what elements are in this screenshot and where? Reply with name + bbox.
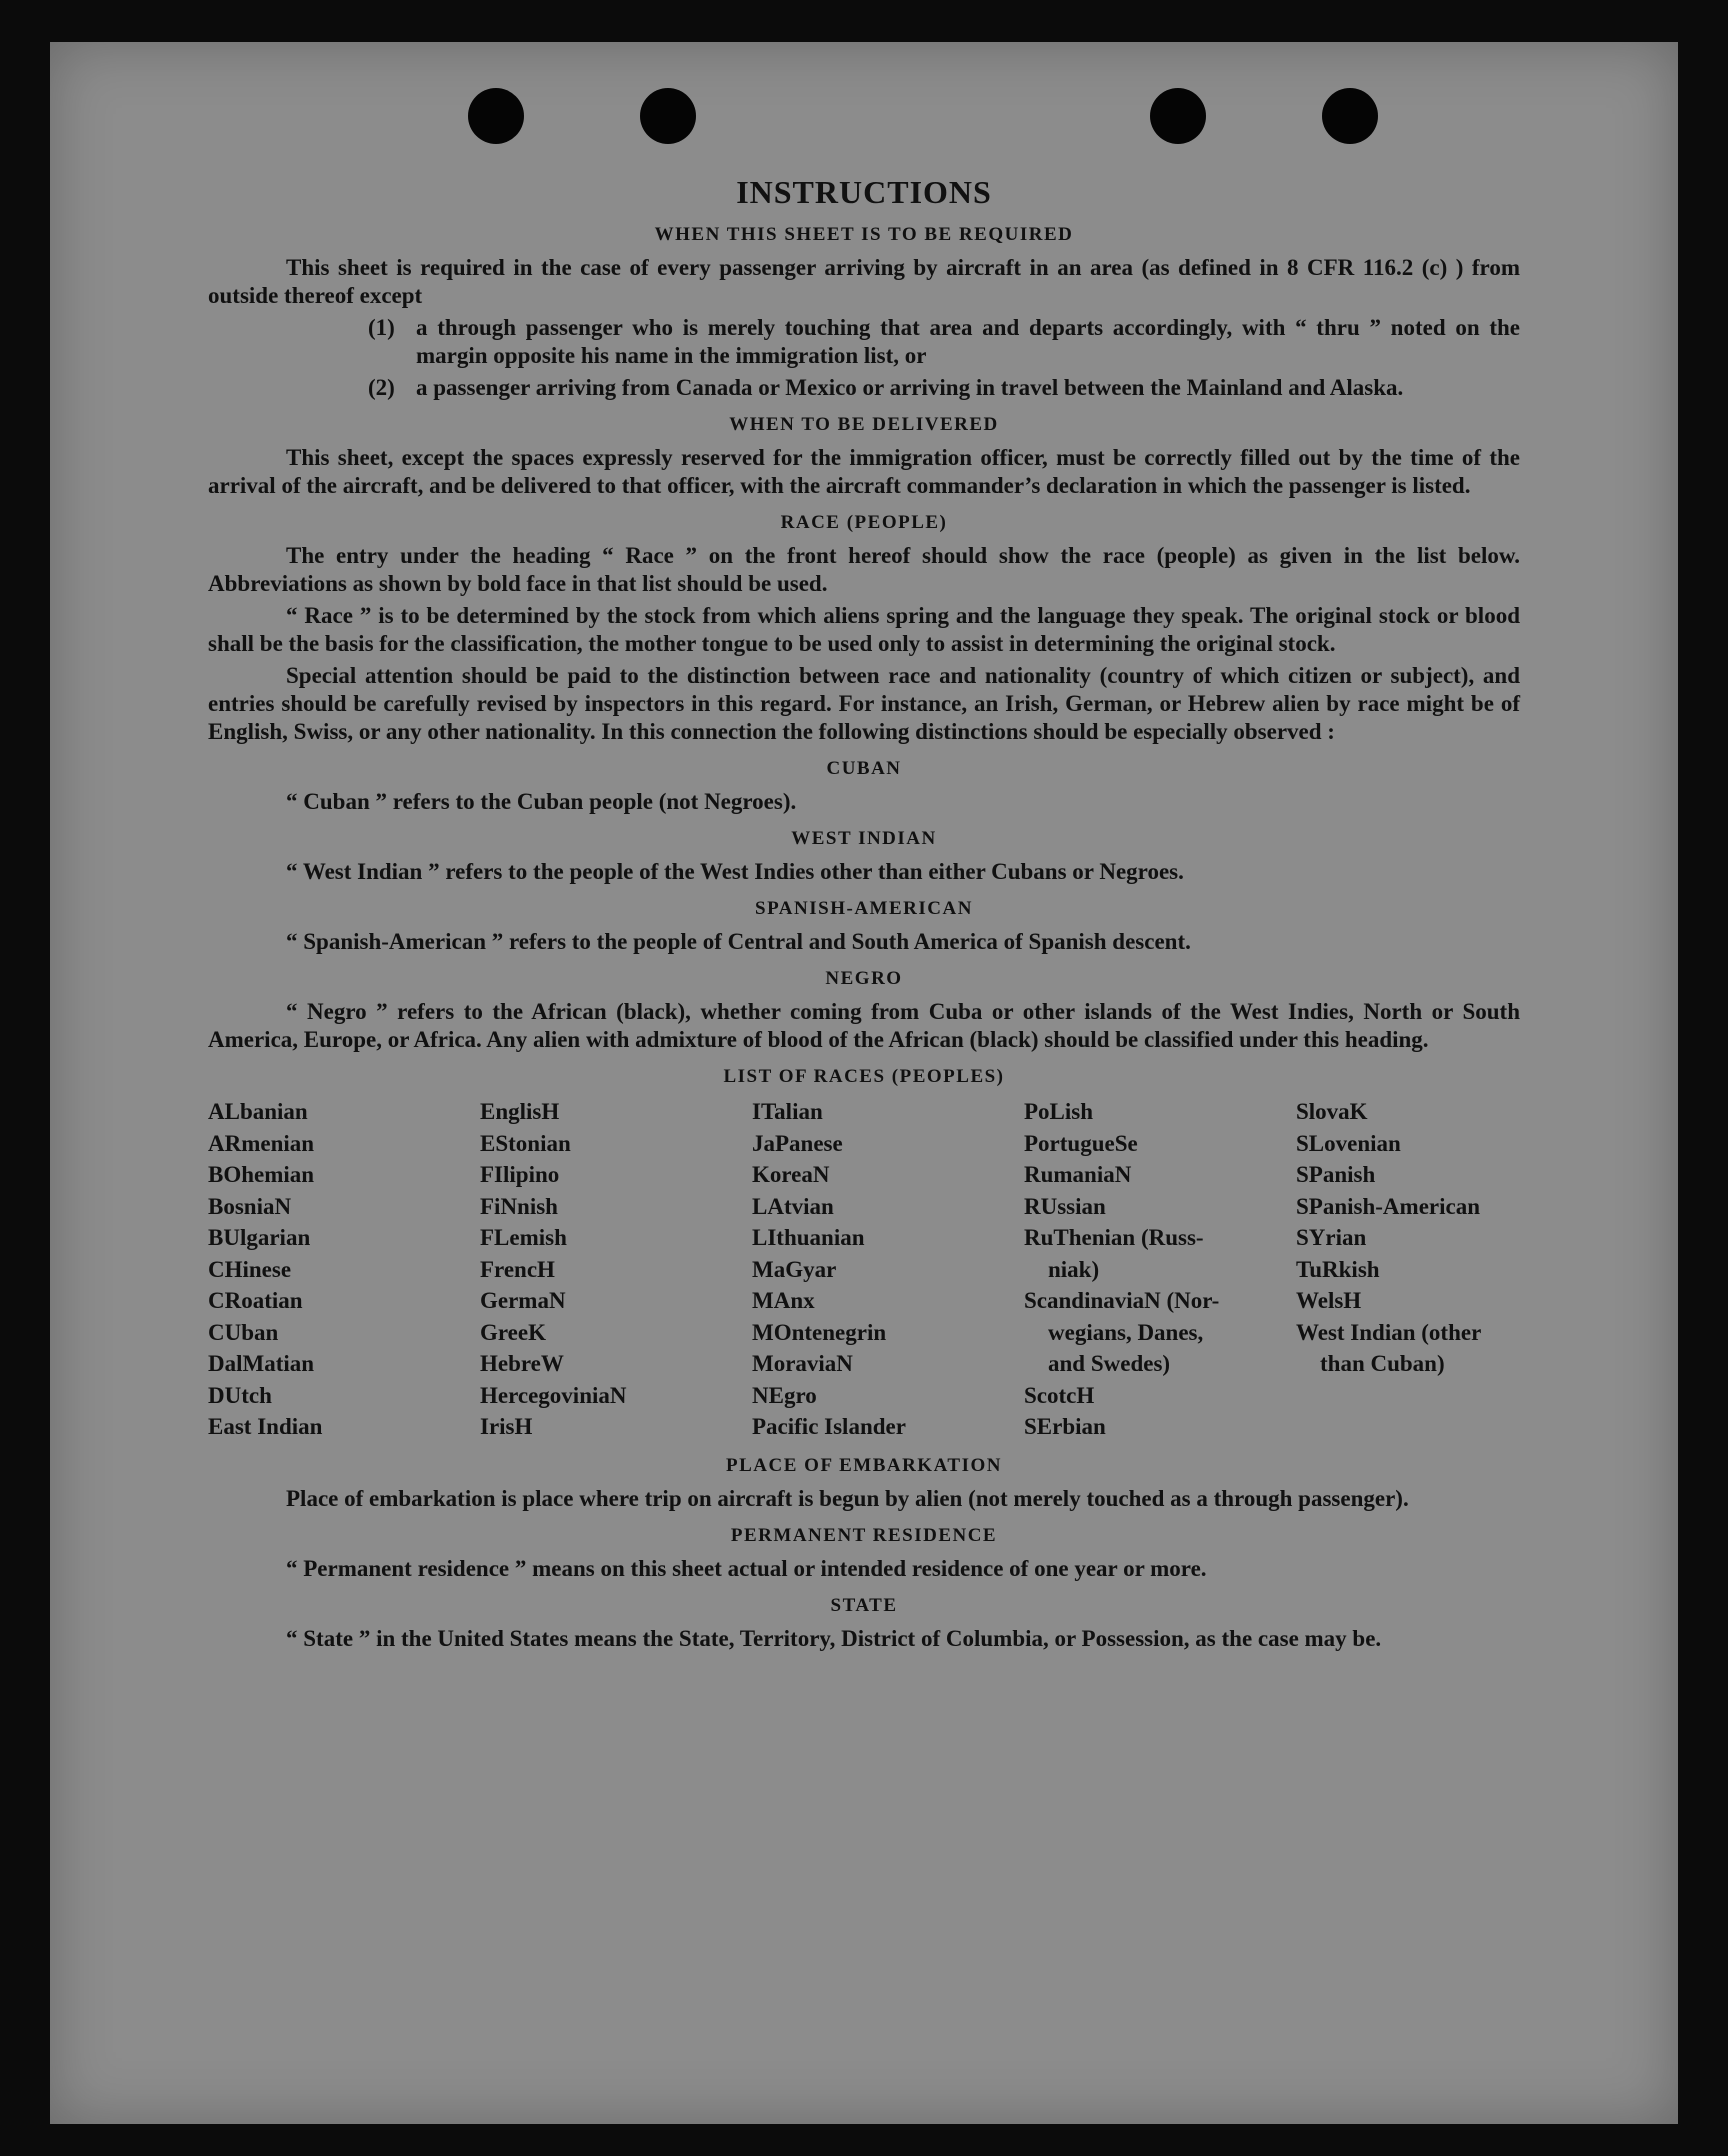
negro-text: “ Negro ” refers to the African (black), whether coming from Cuba or other islands of the West Indies, North or South America, Europe, or Africa. Any alien with admixture of blood of the African (black) should be classified under this heading.	[208, 999, 1520, 1052]
cuban-text: “ Cuban ” refers to the Cuban people (not Negroes).	[286, 789, 797, 814]
race-item: TuRkish	[1296, 1256, 1380, 1282]
race-item: LAtvian	[752, 1193, 834, 1219]
race-item: NEgro	[752, 1382, 817, 1408]
race-item: LIthuanian	[752, 1225, 865, 1250]
race-item: HebreW	[480, 1351, 564, 1376]
race-item: CUban	[208, 1319, 279, 1345]
race-item: ScandinaviaN (Nor- wegians, Danes, and Swedes)	[1024, 1288, 1220, 1376]
embarkation-text: Place of embarkation is place where trip on aircraft is begun by alien (not merely touched as a through passenger).	[286, 1485, 1409, 1511]
punch-hole	[1150, 88, 1206, 144]
race-item: RUssian	[1024, 1193, 1106, 1219]
race-item: RumaniaN	[1024, 1162, 1132, 1187]
race-item: PortugueSe	[1024, 1130, 1138, 1156]
delivered-text: This sheet, except the spaces expressly reserved for the immigration officer, must be correctly filled out by the time of the arrival of the aircraft, and be delivered to that officer, with the aircraft commander’s declaration in which the passenger is listed.	[208, 445, 1520, 498]
exception-text: a passenger arriving from Canada or Mexico or arriving in travel between the Mainland and Alaska.	[416, 375, 1404, 400]
race-paragraph-2: “ Race ” is to be determined by the stock from which aliens spring and the language they speak. The original stock or blood shall be the basis for the classification, the mother tongue to be used only to assist in determining the original stock.	[208, 603, 1520, 656]
race-item: PoLish	[1024, 1099, 1094, 1124]
page-title: INSTRUCTIONS	[736, 174, 992, 210]
race-item: BUlgarian	[208, 1225, 311, 1250]
race-item: East Indian	[208, 1414, 323, 1439]
exception-text: a through passenger who is merely touching that area and departs accordingly, with “ thru ” noted on the margin opposite his name in the immigration list, or	[416, 315, 1520, 368]
race-item: ARmenian	[208, 1130, 315, 1156]
section-heading-required: WHEN THIS SHEET IS TO BE REQUIRED	[654, 224, 1074, 245]
instruction-sheet	[50, 42, 1678, 2124]
race-item: Pacific Islander	[752, 1414, 906, 1439]
exception-number: (2)	[368, 375, 395, 400]
race-item: SlovaK	[1296, 1099, 1368, 1124]
race-paragraph-1: The entry under the heading “ Race ” on the front hereof should show the race (people) as given in the list below. Abbreviations as shown by bold face in that list should be used.	[208, 543, 1520, 596]
race-item: BOhemian	[208, 1162, 315, 1187]
races-column	[1024, 1096, 1296, 1443]
section-heading-negro: NEGRO	[825, 968, 903, 989]
section-heading-spanish-american: SPANISH-AMERICAN	[755, 898, 973, 919]
exception-item	[368, 314, 1520, 370]
race-item: KoreaN	[752, 1162, 830, 1187]
race-item: SErbian	[1024, 1414, 1106, 1439]
race-item: ScotcH	[1024, 1382, 1095, 1408]
required-intro: This sheet is required in the case of every passenger arriving by aircraft in an area (as defined in 8 CFR 116.2 (c) ) from outside thereof except	[208, 255, 1520, 308]
section-heading-embarkation: PLACE OF EMBARKATION	[726, 1454, 1002, 1476]
race-item: DUtch	[208, 1382, 272, 1408]
section-heading-residence: PERMANENT RESIDENCE	[730, 1524, 998, 1546]
race-item: MOntenegrin	[752, 1319, 887, 1345]
race-item: CHinese	[208, 1256, 292, 1282]
race-item: FrencH	[480, 1256, 555, 1282]
race-item: West Indian (other than Cuban)	[1296, 1319, 1482, 1376]
race-item: SLovenian	[1296, 1130, 1401, 1156]
race-item: BosniaN	[208, 1193, 292, 1219]
race-item: WelsH	[1296, 1288, 1362, 1313]
race-item: SPanish	[1296, 1162, 1376, 1187]
punch-hole	[468, 88, 524, 144]
state-text: “ State ” in the United States means the State, Territory, District of Columbia, or Possession, as the case may be.	[286, 1625, 1382, 1651]
race-item: MoraviaN	[752, 1351, 853, 1376]
section-heading-cuban: CUBAN	[826, 758, 902, 779]
section-heading-delivered: WHEN TO BE DELIVERED	[729, 414, 999, 435]
races-column	[752, 1096, 1024, 1443]
section-heading-race: RACE (PEOPLE)	[780, 512, 948, 533]
exception-number: (1)	[368, 315, 395, 340]
race-item: FiNnish	[480, 1193, 558, 1219]
race-item: GermaN	[480, 1288, 566, 1313]
race-item: EnglisH	[480, 1099, 560, 1124]
races-column	[480, 1096, 752, 1443]
races-column	[1296, 1096, 1520, 1443]
exception-item	[368, 374, 1520, 402]
race-item: RuThenian (Russ- niak)	[1024, 1225, 1204, 1282]
race-item: SYrian	[1296, 1225, 1367, 1250]
west-indian-text: “ West Indian ” refers to the people of the West Indies other than either Cubans or Negroes.	[286, 859, 1184, 884]
race-item: IrisH	[480, 1414, 533, 1439]
section-heading-west-indian: WEST INDIAN	[791, 828, 937, 849]
instructions-content	[208, 172, 1520, 1657]
race-item: HercegoviniaN	[480, 1382, 627, 1408]
residence-text: “ Permanent residence ” means on this sheet actual or intended residence of one year or more.	[286, 1555, 1207, 1581]
race-item: EStonian	[480, 1130, 571, 1156]
spanish-american-text: “ Spanish-American ” refers to the people of Central and South America of Spanish descent.	[286, 929, 1191, 954]
race-item: ALbanian	[208, 1099, 308, 1124]
race-item: FLemish	[480, 1225, 567, 1250]
races-table	[208, 1096, 1520, 1443]
race-item: FIlipino	[480, 1162, 560, 1187]
race-item: MAnx	[752, 1288, 815, 1313]
race-item: MaGyar	[752, 1256, 837, 1282]
race-item: ITalian	[752, 1099, 823, 1124]
race-item: JaPanese	[752, 1130, 843, 1156]
section-heading-list-of-races: LIST OF RACES (PEOPLES)	[723, 1066, 1005, 1087]
race-item: SPanish-American	[1296, 1193, 1480, 1219]
races-column	[208, 1096, 480, 1443]
race-item: GreeK	[480, 1319, 546, 1345]
punch-hole	[640, 88, 696, 144]
section-heading-state: STATE	[830, 1594, 898, 1616]
race-paragraph-3: Special attention should be paid to the distinction between race and nationality (country of which citizen or subject), and entries should be carefully revised by inspectors in this regard. For instance, an Irish, German, or Hebrew alien by race might be of English, Swiss, or any other nationality. In this connection the following distinctions should be especially observed :	[208, 663, 1520, 744]
punch-hole	[1322, 88, 1378, 144]
race-item: DalMatian	[208, 1351, 315, 1376]
race-item: CRoatian	[208, 1288, 303, 1313]
